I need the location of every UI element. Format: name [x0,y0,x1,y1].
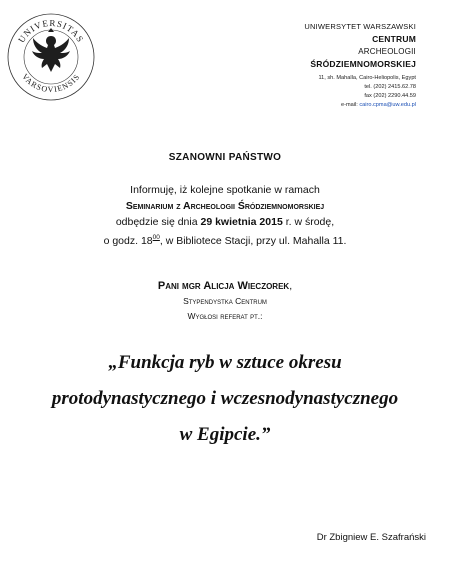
greeting: SZANOWNI PAŃSTWO [168,152,282,163]
body-line-1: Informuję, iż kolejne spotkanie w ramach [130,184,320,196]
centre-name: CENTRUM [372,34,416,44]
email-link[interactable]: cairo.cpma@uw.edu.pl [359,102,416,108]
svg-text:UNIVERSITAS: UNIVERSITAS [16,17,86,45]
speaker-role: Stypendystka Centrum [183,296,267,306]
institution-header [304,22,416,110]
speaker-name: Pani mgr Alicja Wieczorek [157,280,290,292]
lecture-title [0,345,450,453]
fax: fax (202) 2290.44.59 [364,93,416,99]
body-line-4 [0,230,450,249]
body-line-3 [0,214,450,230]
lecture-announce: Wygłosi referat pt.: [187,311,263,321]
lecture-title-line-2: protodynastycznego i wczesnodynastycznego [51,388,399,409]
address: 11, sh. Mahalla, Cairo-Heliopolis, Egypt [318,75,416,81]
svg-text:VARSOVIENSIS: VARSOVIENSIS [20,72,82,95]
centre-name-2: ARCHEOLOGII [358,47,416,56]
date-prefix: odbędzie się dnia [115,216,198,228]
speaker-line [0,278,450,294]
centre-name-3: ŚRÓDZIEMNOMORSKIEJ [310,59,416,69]
invitation-text [0,182,450,249]
email-line [304,101,416,110]
seminar-date: 29 kwietnia 2015 [200,216,283,228]
lecture-title-line-3: w Egipcie.” [179,424,271,445]
time-minutes: 00 [152,234,160,241]
university-seal [6,12,96,102]
location: , w Bibliotece Stacji, przy ul. Mahalla 11. [159,235,347,247]
speaker-name-suffix: , [289,280,293,292]
signature: Dr Zbigniew E. Szafrański [316,532,426,543]
speaker-block [0,278,450,324]
university-name: UNIWERSYTET WARSZAWSKI [304,22,416,31]
lecture-title-line-1: „Funkcja ryb w sztuce okresu [108,352,342,373]
seminar-name: Seminarium z Archeologii Śródziemnomorskiej [125,200,325,212]
phone: tel. (202) 2415.62.78 [364,84,416,90]
date-suffix: r. w środę, [285,216,335,228]
eagle-icon [6,12,96,102]
email-label: e-mail: [340,102,358,108]
contact-block [304,74,416,110]
time-prefix: o godz. 18 [103,235,153,247]
